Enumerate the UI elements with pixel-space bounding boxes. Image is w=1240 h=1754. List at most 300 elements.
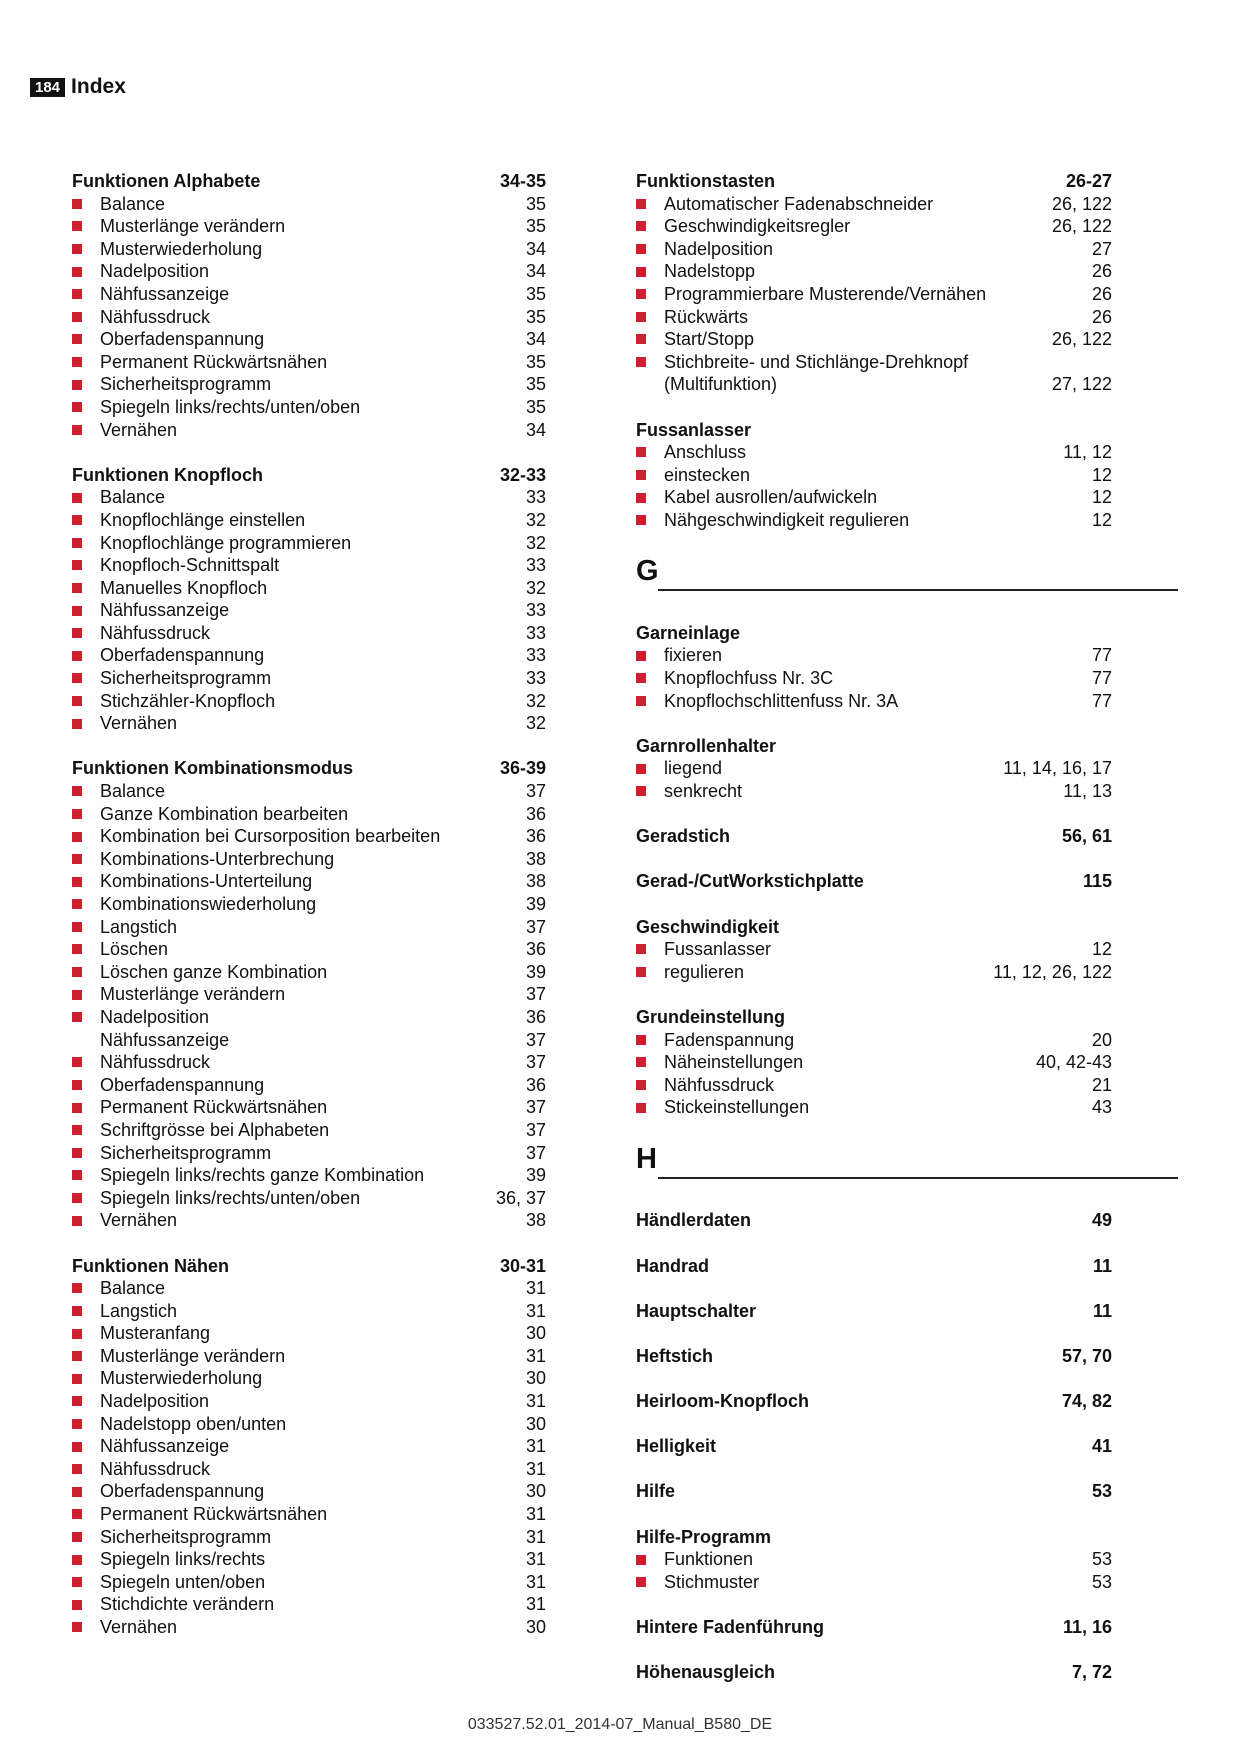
entry-heading bbox=[72, 757, 546, 780]
subentry-pages: 32 bbox=[525, 509, 546, 530]
bullet-square-icon bbox=[636, 334, 646, 344]
subentry-label: Balance bbox=[100, 1278, 166, 1299]
subentry bbox=[636, 260, 1112, 283]
subentry bbox=[72, 825, 546, 848]
subentry-pages: 36 bbox=[525, 1074, 546, 1095]
subentry-label: Kombinations-Unterteilung bbox=[100, 871, 313, 892]
subentry-label: senkrecht bbox=[664, 781, 743, 802]
index-entry bbox=[636, 1526, 1112, 1594]
bullet-square-icon bbox=[72, 1103, 82, 1113]
letter-divider bbox=[636, 1142, 1112, 1187]
bullet-square-icon bbox=[636, 244, 646, 254]
bullet-square-icon bbox=[72, 1622, 82, 1632]
subentry-pages: 12 bbox=[1091, 509, 1112, 530]
subentry bbox=[72, 1390, 546, 1413]
subentry-label: Musterlänge verändern bbox=[100, 1345, 286, 1366]
subentry-label: Nadelposition bbox=[100, 1006, 210, 1027]
index-entry bbox=[636, 1345, 1112, 1368]
index-entry bbox=[636, 870, 1112, 893]
entry-pages: 53 bbox=[1091, 1481, 1112, 1502]
subentry bbox=[72, 983, 546, 1006]
subentry-label: Stichzähler-Knopfloch bbox=[100, 690, 276, 711]
subentry-label: Vernähen bbox=[100, 419, 178, 440]
entry-title: Hintere Fadenführung bbox=[636, 1617, 824, 1637]
subentry-label: Knopflochfuss Nr. 3C bbox=[664, 668, 834, 689]
subentry-label: Langstich bbox=[100, 916, 178, 937]
subentry-pages: 36 bbox=[525, 1006, 546, 1027]
subentry-pages: 30 bbox=[525, 1323, 546, 1344]
bullet-square-icon bbox=[636, 289, 646, 299]
subentry bbox=[636, 757, 1112, 780]
bullet-square-icon bbox=[636, 470, 646, 480]
subentry-label: Nadelposition bbox=[100, 261, 210, 282]
subentry-label: Geschwindigkeitsregler bbox=[664, 216, 851, 237]
subentry-pages: 32 bbox=[525, 577, 546, 598]
entry-pages: 11 bbox=[1092, 1255, 1112, 1276]
subentry bbox=[72, 1548, 546, 1571]
subentry-label: Spiegeln links/rechts ganze Kombination bbox=[100, 1165, 425, 1186]
entry-pages: 26-27 bbox=[1065, 171, 1112, 191]
subentry bbox=[72, 238, 546, 261]
subentry-pages: 38 bbox=[525, 1210, 546, 1231]
entry-heading bbox=[72, 170, 546, 193]
subentry bbox=[636, 1029, 1112, 1052]
subentry-pages: 30 bbox=[525, 1617, 546, 1637]
subentry bbox=[72, 283, 546, 306]
subentry bbox=[72, 373, 546, 396]
subentry-label: Nähgeschwindigkeit regulieren bbox=[664, 509, 910, 530]
subentry-label: Musterlänge verändern bbox=[100, 984, 286, 1005]
subentry-label: Knopfloch-Schnittspalt bbox=[100, 555, 280, 576]
bullet-square-icon bbox=[72, 1419, 82, 1429]
subentry bbox=[636, 283, 1112, 306]
subentry-pages: 31 bbox=[525, 1504, 546, 1525]
bullet-square-icon bbox=[72, 583, 82, 593]
subentry-label: Musterwiederholung bbox=[100, 1368, 263, 1389]
subentry-pages: 37 bbox=[525, 781, 546, 802]
entry-heading bbox=[636, 1526, 1112, 1549]
subentry bbox=[72, 509, 546, 532]
entry-title: Funktionen Kombinationsmodus bbox=[72, 758, 353, 779]
subentry-pages: 11, 12 bbox=[1063, 442, 1112, 463]
entry-title: Garneinlage bbox=[636, 622, 741, 643]
letter-divider bbox=[636, 554, 1112, 599]
entry-title: Geschwindigkeit bbox=[636, 916, 780, 937]
subentry-pages: 53 bbox=[1091, 1571, 1112, 1592]
subentry-label: Sicherheitsprogramm bbox=[100, 374, 272, 395]
subentry bbox=[72, 1074, 546, 1097]
subentry bbox=[72, 893, 546, 916]
document-footer: 033527.52.01_2014-07_Manual_B580_DE bbox=[467, 1716, 773, 1733]
subentry bbox=[72, 351, 546, 374]
entry-heading bbox=[636, 916, 1112, 939]
index-entry bbox=[636, 1480, 1112, 1503]
subentry bbox=[72, 260, 546, 283]
bullet-square-icon bbox=[72, 221, 82, 231]
subentry-label: Programmierbare Musterende/Vernähen bbox=[664, 283, 987, 304]
bullet-square-icon bbox=[636, 267, 646, 277]
index-entry bbox=[636, 1390, 1112, 1413]
page-header bbox=[30, 76, 126, 98]
subentry-pages: 36 bbox=[525, 826, 546, 847]
subentry bbox=[72, 1367, 546, 1390]
subentry-label: Anschluss bbox=[664, 442, 747, 463]
subentry bbox=[72, 1345, 546, 1368]
bullet-square-icon bbox=[72, 380, 82, 390]
subentry-label: Stichmuster bbox=[664, 1571, 760, 1592]
subentry-label: Knopflochlänge programmieren bbox=[100, 532, 352, 553]
entry-title: Händlerdaten bbox=[636, 1210, 752, 1231]
subentry-label: Spiegeln links/rechts/unten/oben bbox=[100, 396, 361, 417]
subentry-label: Balance bbox=[100, 193, 166, 214]
subentry-label: Sicherheitsprogramm bbox=[100, 1526, 272, 1547]
entry-pages: 74, 82 bbox=[1061, 1391, 1112, 1412]
subentry bbox=[636, 328, 1112, 351]
subentry-label: Kombinations-Unterbrechung bbox=[100, 848, 335, 869]
subentry bbox=[72, 532, 546, 555]
subentry-pages: 35 bbox=[525, 283, 546, 304]
bullet-square-icon bbox=[72, 1125, 82, 1135]
subentry bbox=[72, 622, 546, 645]
subentry-pages: 35 bbox=[525, 216, 546, 237]
bullet-square-icon bbox=[72, 1057, 82, 1067]
subentry-pages: 31 bbox=[525, 1526, 546, 1547]
subentry bbox=[72, 803, 546, 826]
bullet-square-icon bbox=[72, 357, 82, 367]
subentry bbox=[72, 1006, 546, 1029]
subentry-pages: 32 bbox=[525, 713, 546, 734]
subentry-label: Vernähen bbox=[100, 1617, 178, 1637]
bullet-square-icon bbox=[72, 312, 82, 322]
subentry bbox=[636, 690, 1112, 713]
subentry-label: Vernähen bbox=[100, 713, 178, 734]
subentry-label: einstecken bbox=[664, 464, 751, 485]
index-entry bbox=[72, 757, 546, 1231]
subentry bbox=[72, 554, 546, 577]
entry-heading bbox=[636, 1255, 1112, 1278]
entry-pages: 49 bbox=[1091, 1210, 1112, 1231]
subentry bbox=[636, 373, 1112, 396]
entry-heading bbox=[636, 1006, 1112, 1029]
subentry-label: Näheinstellungen bbox=[664, 1052, 804, 1073]
subentry-pages: 32 bbox=[525, 690, 546, 711]
index-entry bbox=[636, 735, 1112, 803]
subentry-label: Manuelles Knopfloch bbox=[100, 577, 268, 598]
subentry bbox=[72, 1593, 546, 1616]
subentry-pages: 35 bbox=[525, 306, 546, 327]
bullet-square-icon bbox=[72, 538, 82, 548]
subentry-label: (Multifunktion) bbox=[664, 374, 778, 395]
divider-rule bbox=[658, 589, 1178, 591]
bullet-square-icon bbox=[72, 402, 82, 412]
subentry-label: fixieren bbox=[664, 645, 723, 666]
subentry-label: Nähfussanzeige bbox=[100, 1436, 230, 1457]
index-entry bbox=[636, 419, 1112, 532]
subentry-pages: 31 bbox=[525, 1391, 546, 1412]
index-entry bbox=[636, 1209, 1112, 1232]
subentry-label: Nähfussdruck bbox=[100, 1052, 211, 1073]
subentry-label: Balance bbox=[100, 781, 166, 802]
bullet-square-icon bbox=[72, 854, 82, 864]
index-entry bbox=[636, 1006, 1112, 1119]
subentry-pages: 31 bbox=[525, 1436, 546, 1457]
bullet-square-icon bbox=[72, 628, 82, 638]
subentry bbox=[72, 1458, 546, 1481]
subentry-pages: 37 bbox=[525, 984, 546, 1005]
subentry-pages: 37 bbox=[525, 1142, 546, 1163]
entry-title: Garnrollenhalter bbox=[636, 735, 777, 756]
subentry-pages: 37 bbox=[525, 1052, 546, 1073]
subentry-pages: 33 bbox=[525, 600, 546, 621]
bullet-square-icon bbox=[72, 1283, 82, 1293]
subentry-pages: 26, 122 bbox=[1051, 329, 1112, 350]
subentry-pages: 35 bbox=[525, 193, 546, 214]
subentry-label: Kabel ausrollen/aufwickeln bbox=[664, 487, 878, 508]
subentry-pages: 11, 14, 16, 17 bbox=[1003, 758, 1112, 779]
bullet-square-icon bbox=[72, 922, 82, 932]
subentry bbox=[72, 916, 546, 939]
subentry-pages: 34 bbox=[525, 329, 546, 350]
entry-title: Hauptschalter bbox=[636, 1300, 757, 1321]
index-entry bbox=[72, 464, 546, 735]
entry-heading bbox=[636, 1345, 1112, 1368]
subentry-label: Nähfussanzeige bbox=[100, 1029, 230, 1050]
entry-title: Hilfe-Programm bbox=[636, 1526, 772, 1547]
subentry-pages: 37 bbox=[525, 1097, 546, 1118]
entry-title: Grundeinstellung bbox=[636, 1006, 786, 1027]
entry-heading bbox=[636, 825, 1112, 848]
subentry-pages: 39 bbox=[525, 1165, 546, 1186]
subentry-label: Automatischer Fadenabschneider bbox=[664, 193, 934, 214]
subentry bbox=[72, 712, 546, 735]
entry-heading bbox=[636, 735, 1112, 758]
bullet-square-icon bbox=[72, 786, 82, 796]
subentry-pages: 39 bbox=[525, 894, 546, 914]
bullet-square-icon bbox=[72, 1329, 82, 1339]
bullet-square-icon bbox=[636, 1577, 646, 1587]
index-entry bbox=[636, 1300, 1112, 1323]
subentry bbox=[72, 1164, 546, 1187]
subentry bbox=[72, 599, 546, 622]
bullet-square-icon bbox=[72, 1532, 82, 1542]
bullet-square-icon bbox=[72, 673, 82, 683]
index-entry bbox=[72, 170, 546, 441]
bullet-square-icon bbox=[636, 1057, 646, 1067]
subentry-label: Nähfussanzeige bbox=[100, 283, 230, 304]
subentry bbox=[636, 486, 1112, 509]
index-column-right bbox=[636, 170, 1112, 1706]
subentry-pages: 11, 12, 26, 122 bbox=[993, 961, 1112, 982]
entry-title: Funktionstasten bbox=[636, 171, 776, 191]
subentry-pages: 34 bbox=[525, 419, 546, 440]
subentry-label: Permanent Rückwärtsnähen bbox=[100, 1097, 328, 1118]
subentry-pages: 26, 122 bbox=[1051, 193, 1112, 214]
bullet-square-icon bbox=[72, 1351, 82, 1361]
bullet-square-icon bbox=[636, 651, 646, 661]
subentry-pages: 21 bbox=[1091, 1074, 1112, 1095]
subentry-pages: 37 bbox=[525, 1029, 546, 1050]
bullet-square-icon bbox=[72, 967, 82, 977]
subentry-pages: 12 bbox=[1091, 487, 1112, 508]
bullet-square-icon bbox=[72, 1216, 82, 1226]
bullet-square-icon bbox=[636, 1103, 646, 1113]
subentry-pages: 26, 122 bbox=[1051, 216, 1112, 237]
subentry bbox=[72, 1480, 546, 1503]
index-entry bbox=[636, 170, 1112, 396]
bullet-square-icon bbox=[72, 651, 82, 661]
entry-heading bbox=[636, 170, 1112, 193]
subentry bbox=[72, 1571, 546, 1594]
subentry-pages: 36 bbox=[525, 939, 546, 960]
subentry-pages: 31 bbox=[525, 1345, 546, 1366]
entry-title: Geradstich bbox=[636, 826, 731, 847]
bullet-square-icon bbox=[636, 199, 646, 209]
bullet-square-icon bbox=[72, 493, 82, 503]
bullet-square-icon bbox=[636, 515, 646, 525]
bullet-square-icon bbox=[636, 944, 646, 954]
subentry bbox=[636, 464, 1112, 487]
subentry-pages: 33 bbox=[525, 622, 546, 643]
subentry bbox=[72, 1051, 546, 1074]
index-column-left bbox=[72, 170, 546, 1661]
subentry-label: Permanent Rückwärtsnähen bbox=[100, 351, 328, 372]
subentry-label: Nadelstopp oben/unten bbox=[100, 1413, 287, 1434]
bullet-square-icon bbox=[72, 1170, 82, 1180]
subentry-label: Nadelposition bbox=[664, 238, 774, 259]
bullet-square-icon bbox=[72, 1442, 82, 1452]
subentry bbox=[72, 780, 546, 803]
bullet-square-icon bbox=[636, 312, 646, 322]
subentry bbox=[636, 441, 1112, 464]
subentry-pages: 27, 122 bbox=[1051, 374, 1112, 395]
bullet-square-icon bbox=[636, 493, 646, 503]
bullet-square-icon bbox=[72, 199, 82, 209]
subentry-label: Musteranfang bbox=[100, 1323, 211, 1344]
bullet-square-icon bbox=[72, 425, 82, 435]
index-entry bbox=[636, 1435, 1112, 1458]
subentry-pages: 26 bbox=[1091, 283, 1112, 304]
subentry bbox=[72, 1187, 546, 1210]
subentry bbox=[72, 1209, 546, 1232]
subentry-pages: 31 bbox=[525, 1458, 546, 1479]
subentry-label: Start/Stopp bbox=[664, 329, 755, 350]
subentry-label: Löschen bbox=[100, 939, 169, 960]
subentry bbox=[72, 690, 546, 713]
entry-title: Heirloom-Knopfloch bbox=[636, 1391, 809, 1412]
bullet-square-icon bbox=[72, 560, 82, 570]
subentry bbox=[72, 1322, 546, 1345]
subentry-pages: 53 bbox=[1091, 1549, 1112, 1570]
entry-title: Fussanlasser bbox=[636, 419, 752, 440]
page-number: 184 bbox=[30, 78, 65, 97]
subentry bbox=[72, 328, 546, 351]
entry-title: Gerad-/CutWorkstichplatte bbox=[636, 871, 864, 892]
bullet-square-icon bbox=[72, 1509, 82, 1519]
entry-title: Handrad bbox=[636, 1255, 710, 1276]
index-entry bbox=[636, 916, 1112, 984]
subentry bbox=[636, 1548, 1112, 1571]
bullet-square-icon bbox=[636, 764, 646, 774]
subentry-pages: 37 bbox=[525, 1119, 546, 1140]
subentry-label: Rückwärts bbox=[664, 306, 749, 327]
bullet-square-icon bbox=[636, 1080, 646, 1090]
subentry-label: Spiegeln unten/oben bbox=[100, 1571, 266, 1592]
subentry bbox=[72, 1503, 546, 1526]
bullet-square-icon bbox=[72, 832, 82, 842]
subentry bbox=[72, 1142, 546, 1165]
subentry-pages: 33 bbox=[525, 668, 546, 689]
entry-pages: 36-39 bbox=[499, 758, 546, 779]
subentry-label: Stichbreite- und Stichlänge-Drehknopf bbox=[664, 351, 969, 372]
subentry-pages: 31 bbox=[525, 1300, 546, 1321]
subentry-pages: 31 bbox=[525, 1594, 546, 1615]
subentry-label: Oberfadenspannung bbox=[100, 1074, 265, 1095]
subentry-label: regulieren bbox=[664, 961, 745, 982]
entry-pages: 30-31 bbox=[499, 1255, 546, 1276]
divider-rule bbox=[658, 1177, 1178, 1179]
subentry-label: Permanent Rückwärtsnähen bbox=[100, 1504, 328, 1525]
subentry-pages: 33 bbox=[525, 487, 546, 508]
subentry-pages: 40, 42-43 bbox=[1035, 1052, 1112, 1073]
entry-heading bbox=[636, 1661, 1112, 1684]
bullet-square-icon bbox=[72, 1012, 82, 1022]
bullet-square-icon bbox=[72, 1193, 82, 1203]
subentry-label: Nähfussdruck bbox=[100, 306, 211, 327]
subentry bbox=[72, 938, 546, 961]
subentry-pages: 20 bbox=[1091, 1029, 1112, 1050]
bullet-square-icon bbox=[636, 1035, 646, 1045]
bullet-square-icon bbox=[72, 944, 82, 954]
subentry-label: Nähfussdruck bbox=[100, 1458, 211, 1479]
entry-heading bbox=[636, 870, 1112, 893]
subentry-pages: 26 bbox=[1091, 306, 1112, 327]
subentry-label: Ganze Kombination bearbeiten bbox=[100, 803, 349, 824]
bullet-square-icon bbox=[636, 673, 646, 683]
bullet-square-icon bbox=[72, 1600, 82, 1610]
entry-heading bbox=[636, 419, 1112, 442]
subentry bbox=[72, 1029, 546, 1052]
bullet-square-icon bbox=[72, 1487, 82, 1497]
index-entry bbox=[72, 1255, 546, 1639]
subentry-pages: 35 bbox=[525, 396, 546, 417]
subentry bbox=[72, 215, 546, 238]
bullet-square-icon bbox=[636, 967, 646, 977]
subentry-label: Funktionen bbox=[664, 1549, 754, 1570]
subentry bbox=[636, 780, 1112, 803]
bullet-square-icon bbox=[636, 357, 646, 367]
subentry-pages: 12 bbox=[1091, 464, 1112, 485]
bullet-square-icon bbox=[636, 221, 646, 231]
subentry-label: Nadelposition bbox=[100, 1391, 210, 1412]
entry-pages: 34-35 bbox=[499, 171, 546, 191]
bullet-square-icon bbox=[72, 1374, 82, 1384]
bullet-square-icon bbox=[72, 1577, 82, 1587]
subentry-pages: 38 bbox=[525, 848, 546, 869]
entry-pages: 115 bbox=[1082, 871, 1112, 892]
subentry-pages: 36, 37 bbox=[495, 1187, 546, 1208]
subentry bbox=[72, 486, 546, 509]
bullet-square-icon bbox=[72, 899, 82, 909]
subentry-label: Stichdichte verändern bbox=[100, 1594, 275, 1615]
subentry-label: Knopflochschlittenfuss Nr. 3A bbox=[664, 690, 899, 711]
subentry bbox=[72, 1300, 546, 1323]
index-entry bbox=[636, 825, 1112, 848]
subentry bbox=[636, 938, 1112, 961]
bullet-square-icon bbox=[72, 267, 82, 277]
subentry-label: Vernähen bbox=[100, 1210, 178, 1231]
subentry-label: Kombinationswiederholung bbox=[100, 894, 317, 914]
subentry-pages: 27 bbox=[1091, 238, 1112, 259]
